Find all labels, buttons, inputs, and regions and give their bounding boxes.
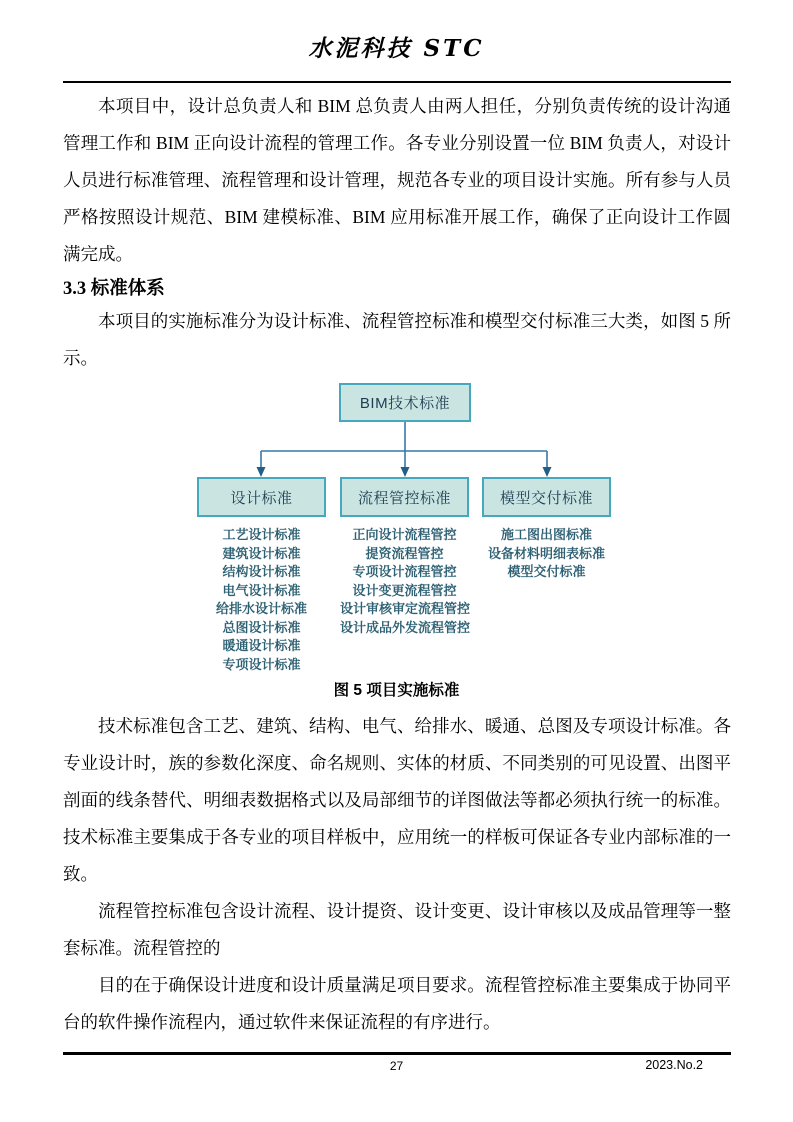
figure-branch-item: 结构设计标准 [222, 564, 301, 579]
figure-branch-item: 总图设计标准 [222, 619, 301, 635]
paragraph-5: 目的在于确保设计进度和设计质量满足项目要求。流程管控标准主要集成于协同平台的软件操作流程内，通过软件来保证流程的有序进行。 [63, 975, 731, 1032]
figure-branch-item: 给排水设计标准 [215, 601, 307, 616]
journal-header-title: 水泥科技 STC [308, 35, 485, 62]
figure-branch-list-design [197, 526, 326, 674]
footer-page-number: 27 [389, 1059, 404, 1073]
page-content [63, 88, 731, 377]
figure-branch-item: 施工图出图标准 [500, 527, 592, 542]
figure-branch-item: 建筑设计标准 [222, 545, 301, 561]
footer-issue-label: 2023.No.2 [645, 1058, 703, 1072]
paragraph-4: 流程管控标准包含设计流程、设计提资、设计变更、设计审核以及成品管理等一整套标准。流程管控的 [63, 901, 731, 958]
paragraph-3: 技术标准包含工艺、建筑、结构、电气、给排水、暖通、总图及专项设计标准。各专业设计时，族的参数化深度、命名规则、实体的材质、不同类别的可见设置、出图平剖面的线条替代、明细表数据格式以及局部细节的详图做法等都必须执行统一的标准。技术标准主要集成于各专业的项目样板中，应用统一的样板可保证各专业内部标准的一致。 [63, 716, 731, 884]
figure-root-box: BIM技术标准 [339, 383, 471, 422]
figure-branch-item: 工艺设计标准 [222, 527, 301, 542]
figure-branch-item: 专项设计流程管控 [352, 564, 457, 579]
page-content-lower [63, 708, 731, 1041]
paragraph-2: 本项目的实施标准分为设计标准、流程管控标准和模型交付标准三大类，如图 5 所示。 [63, 311, 731, 368]
figure-branch-item: 设备材料明细表标准 [487, 545, 605, 561]
figure-branch-item: 提资流程管控 [365, 545, 444, 561]
figure-branch-box-process: 流程管控标准 [340, 477, 469, 517]
figure-5-diagram [0, 379, 793, 674]
paragraph-1: 本项目中，设计总负责人和 BIM 总负责人由两人担任，分别负责传统的设计沟通管理工作和 BIM 正向设计流程的管理工作。各专业分别设置一位 BIM 负责人，对设计人员进行标准管理、流程管理和设计管理，规范各专业的项目设计实施。所有参与人员严格按照设计规范、BIM 建模标准、BIM 应用标准开展工作，确保了正向设计工作圆满完成。 [63, 96, 731, 264]
figure-branch-box-delivery: 模型交付标准 [482, 477, 611, 517]
figure-branch-item: 专项设计标准 [222, 656, 301, 672]
figure-branch-item: 模型交付标准 [507, 564, 586, 579]
figure-branch-item: 设计审核审定流程管控 [340, 601, 471, 616]
figure-branch-item: 设计成品外发流程管控 [340, 619, 471, 635]
header-rule [63, 81, 731, 83]
figure-branch-list-delivery [482, 526, 611, 582]
figure-branch-list-process [340, 526, 469, 637]
figure-branch-box-design: 设计标准 [197, 477, 326, 517]
figure-branch-item: 正向设计流程管控 [352, 527, 457, 542]
section-heading-3-3: 3.3 标准体系 [63, 279, 165, 299]
figure-branch-item: 设计变更流程管控 [352, 582, 457, 598]
figure-caption: 图 5 项目实施标准 [333, 682, 460, 699]
figure-branch-item: 暖通设计标准 [222, 638, 301, 653]
footer-rule [63, 1052, 731, 1055]
figure-branch-item: 电气设计标准 [222, 582, 301, 598]
